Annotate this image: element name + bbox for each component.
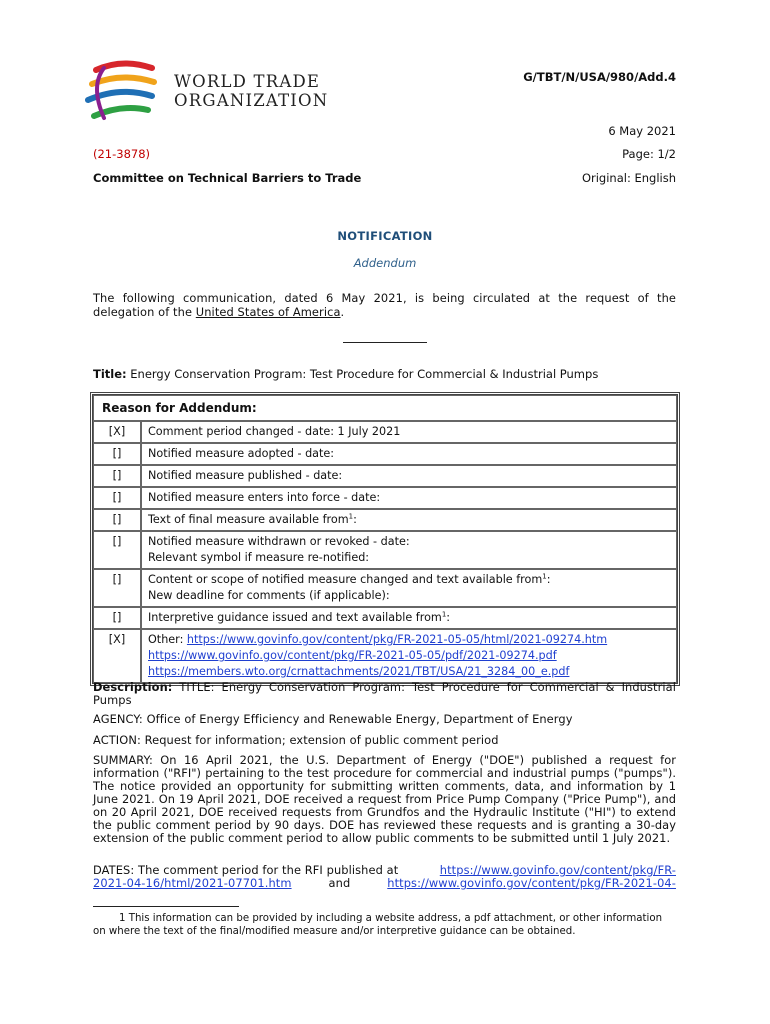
org-name-line1: WORLD TRADE <box>174 72 321 91</box>
notification-heading: NOTIFICATION <box>337 229 433 243</box>
other-link-1[interactable]: https://www.govinfo.gov/content/pkg/FR-2021-05-05/html/2021-09274.htm <box>186 633 608 646</box>
reason-text: Notified measure enters into force - date: <box>141 487 677 509</box>
reason-text: Comment period changed - date: 1 July 2021 <box>141 421 677 443</box>
reason-cell <box>141 531 677 569</box>
intro-text: The following communication, dated 6 May 2021, is being circulated at the request of the delegation of the <box>93 291 676 319</box>
table-row <box>93 569 677 607</box>
reason-text: Notified measure published - date: <box>141 465 677 487</box>
page-indicator: Page: 1/2 <box>622 147 676 161</box>
intro-paragraph <box>93 291 676 319</box>
notification-subheading: Addendum <box>353 256 417 270</box>
description-agency: AGENCY: Office of Energy Efficiency and Renewable Energy, Department of Energy <box>93 712 573 726</box>
footnote-ref: 1 <box>441 610 447 619</box>
document-number: (21-3878) <box>93 147 151 161</box>
org-name-line2: ORGANIZATION <box>174 91 329 110</box>
dates-and: and <box>328 876 351 890</box>
reason-mark: [X] <box>93 421 141 443</box>
reason-text: Other: <box>148 633 187 646</box>
reason-text-secondary: New deadline for comments (if applicable): <box>148 589 390 602</box>
wto-emblem-icon <box>82 56 164 130</box>
reason-mark: [] <box>93 607 141 629</box>
table-row <box>93 487 677 509</box>
intro-member: United States of America <box>195 305 341 319</box>
section-divider <box>343 342 427 343</box>
reason-text: Notified measure adopted - date: <box>141 443 677 465</box>
reason-mark: [X] <box>93 629 141 683</box>
description-summary: SUMMARY: On 16 April 2021, the U.S. Department of Energy ("DOE") published a request for information ("RFI") pertaining to the test procedure for commercial and industrial pumps ("pumps"). The notice provided an opportunity for submitting written comments, data, and information by 1 June 2021. On 19 April 2021, DOE received a request from Price Pump Company ("Price Pump"), and on 20 April 2021, DOE received requests from Grundfos and the Hydraulic Institute ("HI") to extend the public comment period by 90 days. DOE has reviewed these requests and is granting a 30-day extension of the public comment period to allow public comments to be submitted until 1 July 2021. <box>93 753 676 845</box>
original-language: Original: English <box>581 171 676 185</box>
table-row <box>93 607 677 629</box>
reason-text: Text of final measure available from <box>148 513 349 526</box>
footnote-text: This information can be provided by including a website address, a pdf attachment, or other information on where the text of the final/modified measure and/or interpretive guidance can be obtained. <box>93 913 663 937</box>
table-row <box>93 421 677 443</box>
committee-name: Committee on Technical Barriers to Trade <box>93 171 362 185</box>
dates-link-1-part1[interactable]: https://www.govinfo.gov/content/pkg/FR- <box>439 863 676 877</box>
reason-cell <box>141 629 677 683</box>
reason-text-secondary: Relevant symbol if measure re-notified: <box>148 551 370 564</box>
description-title <box>93 681 676 707</box>
document-symbol: G/TBT/N/USA/980/Add.4 <box>523 70 676 84</box>
description-title-text: TITLE: Energy Conservation Program: Test Procedure for Commercial & Industrial Pumps <box>93 680 676 707</box>
other-link-2[interactable]: https://www.govinfo.gov/content/pkg/FR-2021-05-05/pdf/2021-09274.pdf <box>148 649 557 662</box>
intro-end: . <box>340 305 345 319</box>
table-row <box>93 509 677 531</box>
reason-mark: [] <box>93 487 141 509</box>
table-row <box>93 443 677 465</box>
description-label: Description: <box>93 680 173 694</box>
document-date: 6 May 2021 <box>608 124 676 138</box>
reason-cell: Interpretive guidance issued and text available from$^1$: <box>141 607 677 629</box>
footnote-divider <box>93 906 239 907</box>
table-row <box>93 531 677 569</box>
reason-table <box>90 392 680 686</box>
reason-text: Notified measure withdrawn or revoked - date: <box>148 535 410 548</box>
dates-prefix: DATES: The comment period for the RFI published at <box>93 863 399 877</box>
table-row <box>93 465 677 487</box>
wto-logo <box>82 56 342 130</box>
title-line <box>93 367 598 381</box>
reason-mark: [] <box>93 509 141 531</box>
title-text: Energy Conservation Program: Test Procedure for Commercial & Industrial Pumps <box>126 367 599 381</box>
reason-text: Content or scope of notified measure changed and text available from <box>148 573 543 586</box>
dates-link-2[interactable]: https://www.govinfo.gov/content/pkg/FR-2021-04- <box>387 876 676 890</box>
other-link-3[interactable]: https://members.wto.org/crnattachments/2021/TBT/USA/21_3284_00_e.pdf <box>148 665 570 678</box>
reason-mark: [] <box>93 531 141 569</box>
table-row <box>93 629 677 683</box>
description-action: ACTION: Request for information; extension of public comment period <box>93 733 499 747</box>
reason-cell: Text of final measure available from$^1$: <box>141 509 677 531</box>
reason-cell: Content or scope of notified measure changed and text available from$^1$: New deadline for comments (if applicable): <box>141 569 677 607</box>
footnote-number: 1 <box>119 913 126 924</box>
reason-mark: [] <box>93 465 141 487</box>
description-dates <box>93 864 676 890</box>
dates-link-1-part2[interactable]: 2021-04-16/html/2021-07701.htm <box>93 876 292 890</box>
reason-text: Interpretive guidance issued and text available from <box>148 611 442 624</box>
footnote-ref: 1 <box>542 572 547 581</box>
footnote-ref: 1 <box>348 512 354 521</box>
title-label: Title: <box>93 367 127 381</box>
reason-table-header: Reason for Addendum: <box>93 395 677 421</box>
reason-mark: [] <box>93 443 141 465</box>
reason-mark: [] <box>93 569 141 607</box>
footnote <box>93 912 676 938</box>
